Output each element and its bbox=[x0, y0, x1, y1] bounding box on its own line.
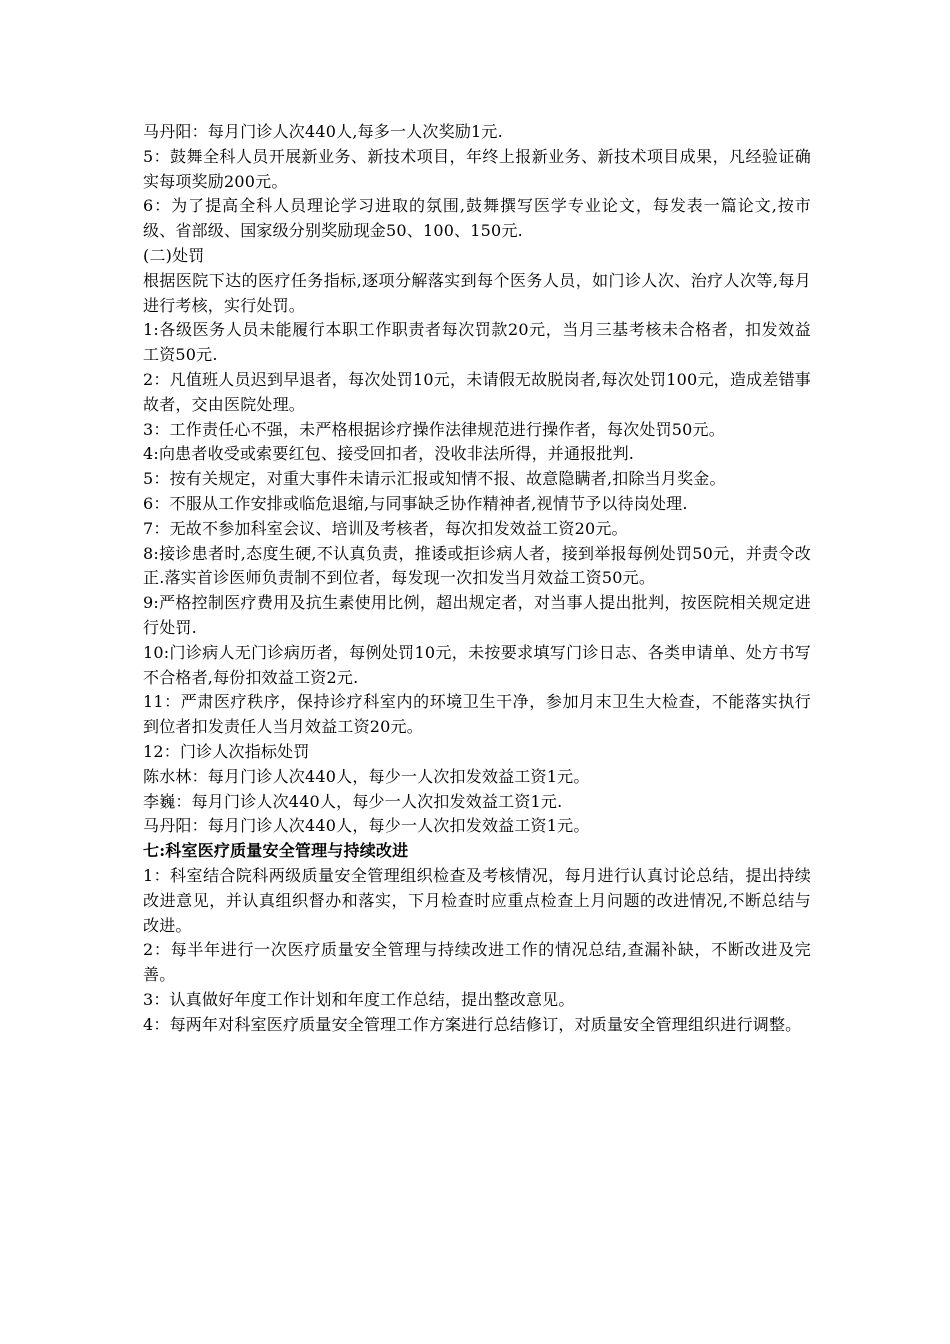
paragraph: 8:接诊患者时,态度生硬,不认真负责，推诿或拒诊病人者，接到举报每例处罚50元，并责令改正.落实首诊医师负责制不到位者，每发现一次扣发当月效益工资50元。 bbox=[143, 543, 811, 588]
section-subheading: (二)处罚 bbox=[143, 245, 205, 265]
paragraph: 3：工作责任心不强，未严格根据诊疗操作法律规范进行操作者，每次处罚50元。 bbox=[143, 419, 725, 439]
paragraph: 11：严肃医疗秩序，保持诊疗科室内的环境卫生干净，参加月末卫生大检查，不能落实执行到位者扣发责任人当月效益工资20元。 bbox=[143, 692, 811, 737]
paragraph: 2：凡值班人员迟到早退者，每次处罚10元，未请假无故脱岗者,每次处罚100元，造成差错事故者，交由医院处理。 bbox=[143, 369, 811, 414]
paragraph: 9:严格控制医疗费用及抗生素使用比例，超出规定者，对当事人提出批判，按医院相关规定进行处罚. bbox=[143, 593, 811, 637]
paragraph: 1:各级医务人员未能履行本职工作职责者每次罚款20元，当月三基考核未合格者，扣发效益工资50元. bbox=[143, 320, 811, 365]
paragraph: 10:门诊病人无门诊病历者，每例处罚10元，未按要求填写门诊日志、各类申请单、处方书写不合格者,每份扣效益工资2元. bbox=[143, 642, 811, 687]
paragraph: 5：按有关规定，对重大事件未请示汇报或知情不报、故意隐瞒者,扣除当月奖金。 bbox=[143, 469, 726, 489]
paragraph: 马丹阳：每月门诊人次440人，每少一人次扣发效益工资1元。 bbox=[143, 816, 590, 836]
paragraph: 马丹阳：每月门诊人次440人,每多一人次奖励1元. bbox=[143, 122, 503, 141]
paragraph: 4:向患者收受或索要红包、接受回扣者，没收非法所得，并通报批判. bbox=[143, 444, 635, 464]
section-heading: 七:科室医疗质量安全管理与持续改进 bbox=[143, 841, 409, 861]
paragraph: 4：每两年对科室医疗质量安全管理工作方案进行总结修订，对质量安全管理组织进行调整。 bbox=[143, 1014, 802, 1034]
paragraph: 7：无故不参加科室会议、培训及考核者，每次扣发效益工资20元。 bbox=[143, 518, 628, 538]
paragraph: 陈水林：每月门诊人次440人，每少一人次扣发效益工资1元。 bbox=[143, 766, 590, 786]
paragraph: 李巍：每月门诊人次440人，每少一人次扣发效益工资1元. bbox=[143, 791, 563, 811]
paragraph: 6：为了提高全科人员理论学习进取的氛围,鼓舞撰写医学专业论文，每发表一篇论文,按市级、省部级、国家级分别奖励现金50、100、150元. bbox=[143, 196, 811, 241]
paragraph: 5：鼓舞全科人员开展新业务、新技术项目，年终上报新业务、新技术项目成果，凡经验证确实每项奖励200元。 bbox=[143, 146, 811, 191]
paragraph: 根据医院下达的医疗任务指标,逐项分解落实到每个医务人员，如门诊人次、治疗人次等,每月进行考核，实行处罚。 bbox=[143, 270, 811, 315]
paragraph: 6：不服从工作安排或临危退缩,与同事缺乏协作精神者,视情节予以待岗处理. bbox=[143, 493, 688, 513]
paragraph: 3：认真做好年度工作计划和年度工作总结，提出整改意见。 bbox=[143, 989, 575, 1009]
paragraph: 1：科室结合院科两级质量安全管理组织检查及考核情况，每月进行认真讨论总结，提出持续改进意见，并认真组织督办和落实，下月检查时应重点检查上月问题的改进情况,不断总结与改进。 bbox=[143, 865, 811, 935]
document-body bbox=[143, 120, 811, 1037]
paragraph: 2：每半年进行一次医疗质量安全管理与持续改进工作的情况总结,查漏补缺，不断改进及完善。 bbox=[143, 940, 811, 985]
paragraph: 12：门诊人次指标处罚 bbox=[143, 741, 310, 761]
